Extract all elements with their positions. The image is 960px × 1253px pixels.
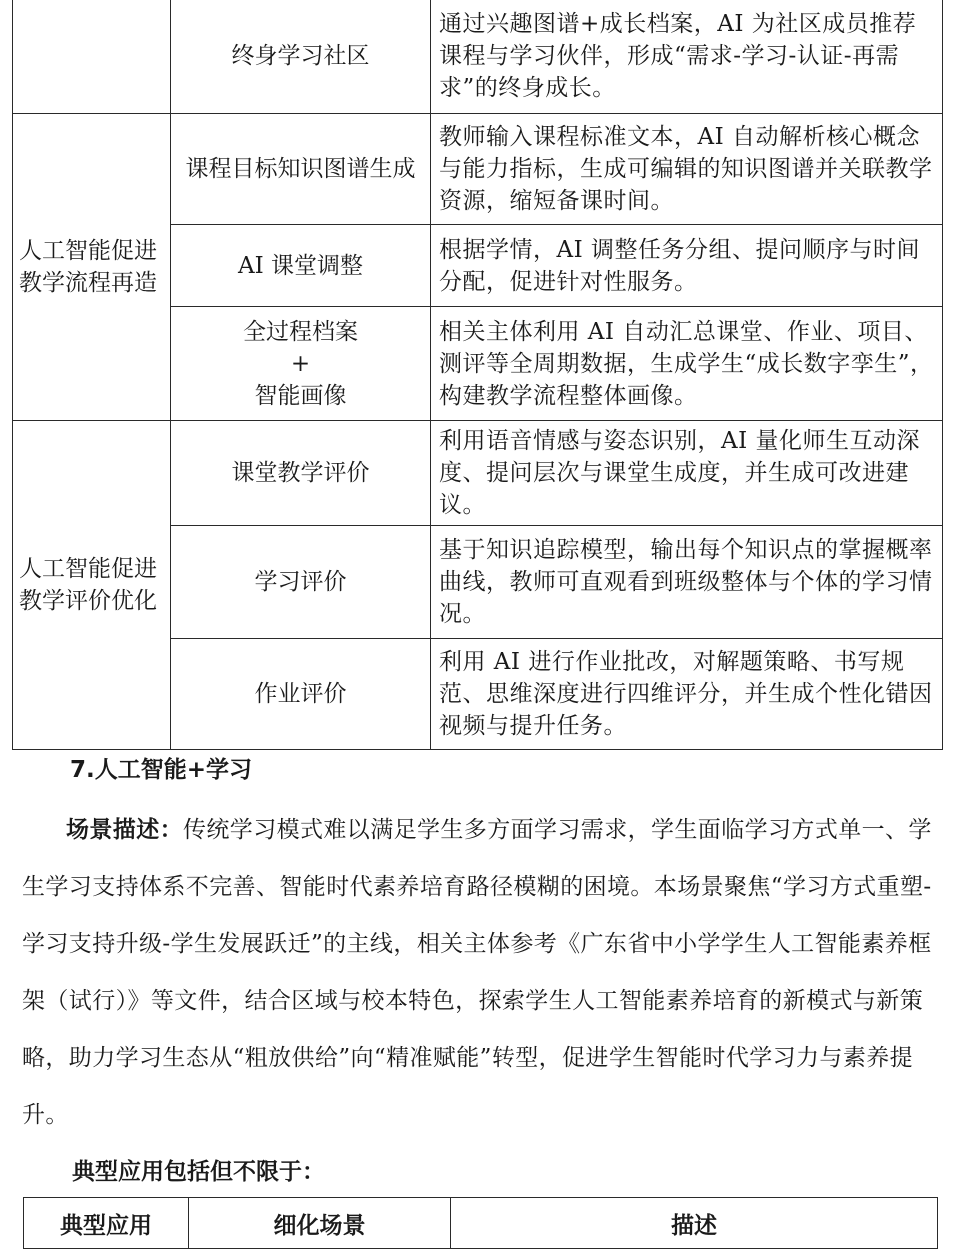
scene-cell: 作业评价 (171, 639, 431, 750)
category-cell: 人工智能促进教学流程再造 (13, 114, 171, 421)
header-typical-application: 典型应用 (24, 1198, 189, 1249)
scene-cell: 课堂教学评价 (171, 421, 431, 526)
desc-cell: 基于知识追踪模型，输出每个知识点的掌握概率曲线，教师可直观看到班级整体与个体的学习情况。 (431, 526, 943, 639)
scene-description-paragraph (22, 802, 942, 1144)
category-cell: 人工智能促进教学评价优化 (13, 421, 171, 750)
table-header-row (24, 1198, 938, 1249)
scene-cell: 终身学习社区 (171, 0, 431, 114)
header-detailed-scene: 细化场景 (189, 1198, 451, 1249)
scene-description-label: 场景描述： (66, 817, 183, 843)
desc-cell: 利用 AI 进行作业批改，对解题策略、书写规范、思维深度进行四维评分，并生成个性化错因视频与提升任务。 (431, 639, 943, 750)
desc-cell: 根据学情，AI 调整任务分组、提问顺序与时间分配，促进针对性服务。 (431, 225, 943, 307)
desc-cell: 教师输入课程标准文本，AI 自动解析核心概念与能力指标，生成可编辑的知识图谱并关联教学资源，缩短备课时间。 (431, 114, 943, 225)
header-description: 描述 (451, 1198, 938, 1249)
desc-cell: 利用语音情感与姿态识别，AI 量化师生互动深度、提问层次与课堂生成度，并生成可改进建议。 (431, 421, 943, 526)
scene-cell: AI 课堂调整 (171, 225, 431, 307)
scene-cell: 全过程档案 + 智能画像 (171, 307, 431, 421)
table-row (13, 0, 943, 114)
applications-table (23, 1197, 938, 1249)
section-heading: 7.人工智能+学习 (70, 757, 253, 783)
table-row (13, 114, 943, 225)
scene-cell: 学习评价 (171, 526, 431, 639)
category-cell (13, 0, 171, 114)
applications-intro: 典型应用包括但不限于： (72, 1159, 325, 1185)
scene-description-text: 传统学习模式难以满足学生多方面学习需求，学生面临学习方式单一、学生学习支持体系不完善、智能时代素养培育路径模糊的困境。本场景聚焦“学习方式重塑-学习支持升级-学生发展跃迁”的主线，相关主体参考《广东省中小学学生人工智能素养框架（试行）》等文件，结合区域与校本特色，探索学生人工智能素养培育的新模式与新策略，助力学习生态从“粗放供给”向“精准赋能”转型，促进学生智能时代学习力与素养提升。 (22, 817, 932, 1128)
table-row (13, 421, 943, 526)
desc-cell: 通过兴趣图谱+成长档案，AI 为社区成员推荐课程与学习伙伴，形成“需求-学习-认证-再需求”的终身成长。 (431, 0, 943, 114)
scene-cell: 课程目标知识图谱生成 (171, 114, 431, 225)
applications-table-continued (12, 0, 943, 750)
desc-cell: 相关主体利用 AI 自动汇总课堂、作业、项目、测评等全周期数据，生成学生“成长数字孪生”，构建教学流程整体画像。 (431, 307, 943, 421)
